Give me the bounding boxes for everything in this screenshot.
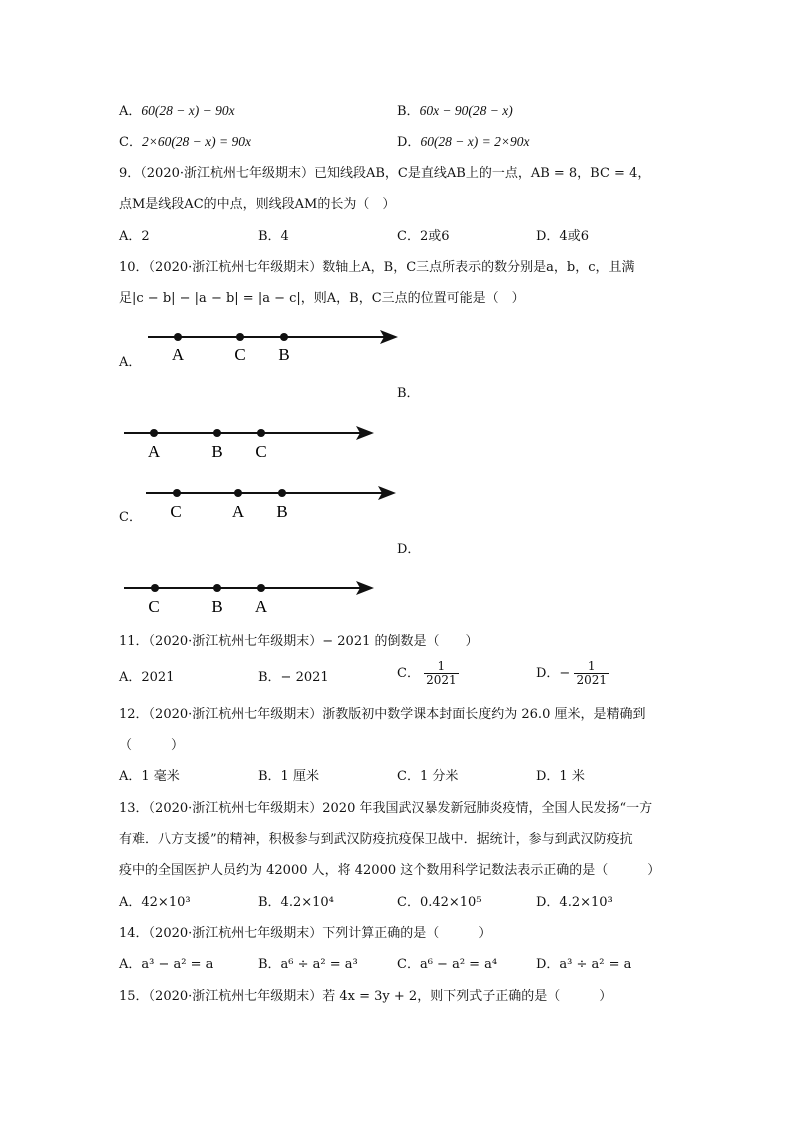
q13-option-d: D．4.2×10³ (536, 895, 613, 910)
number-line-c-figure (146, 481, 406, 521)
q15-stem: 15．（2020·浙江杭州七年级期末）若 4x = 3y + 2，则下列式子正确的是（ ） (119, 989, 613, 1004)
q14-option-d: D．a³ ÷ a² = a (536, 957, 632, 972)
point-dot (278, 489, 286, 497)
q9-option-b: B．4 (258, 229, 289, 244)
point-label: C (255, 442, 267, 461)
q8-option-a (119, 101, 235, 122)
fraction-denominator: 2021 (426, 673, 457, 687)
q13-option-b: B．4.2×10⁴ (258, 895, 334, 910)
point-label: B (276, 502, 288, 521)
q14-option-a: A．a³ − a² = a (119, 957, 214, 972)
q8-option-d (397, 132, 530, 153)
option-text: 2×60(28 − x) = 90x (141, 134, 252, 149)
option-label: D． (397, 135, 421, 150)
q8-option-c (119, 132, 251, 153)
option-label: D．− (536, 666, 571, 681)
point-dot (280, 333, 288, 341)
q10-stem-line2: 足|c − b| − |a − b| = |a − c|，则A，B，C三点的位置可能是（ ） (119, 291, 525, 306)
fraction-numerator: 1 (424, 660, 459, 674)
q11-option-a: A．2021 (119, 670, 175, 685)
option-label: C． (119, 135, 142, 150)
q10-option-b-label: B． (397, 386, 420, 401)
q12-option-d: D．1 米 (536, 769, 585, 784)
option-label: C． (397, 666, 420, 681)
q11-option-b: B．− 2021 (258, 670, 329, 685)
fraction-numerator: 1 (574, 660, 609, 674)
q9-stem-line2: 点M是线段AC的中点，则线段AM的长为（ ） (119, 197, 396, 212)
q12-stem-line1: 12．（2020·浙江杭州七年级期末）浙教版初中数学课本封面长度约为 26.0 厘米，是精确到 (119, 707, 646, 722)
point-dot (257, 584, 265, 592)
number-line-b-figure (124, 421, 384, 461)
number-line-c (146, 481, 406, 525)
q13-option-c: C．0.42×10⁵ (397, 895, 482, 910)
q12-option-b: B．1 厘米 (258, 769, 319, 784)
option-label: A． (119, 104, 142, 119)
point-label: B (211, 442, 223, 461)
point-label: C (170, 502, 182, 521)
option-text: 60(28 − x) − 90x (141, 103, 235, 118)
q8-option-b (397, 101, 513, 122)
option-label: B． (397, 104, 420, 119)
q9-option-d: D．4或6 (536, 229, 589, 244)
q14-option-c: C．a⁶ − a² = a⁴ (397, 957, 498, 972)
q10-option-c-label: C． (119, 510, 142, 525)
point-label: A (254, 597, 268, 616)
q12-stem-line2: （ ） (119, 738, 185, 753)
point-label: B (211, 597, 223, 616)
number-line-a (148, 325, 408, 369)
q12-option-a: A．1 毫米 (119, 769, 180, 784)
option-text: 60x − 90(28 − x) (419, 103, 513, 118)
q11-option-c (397, 660, 459, 687)
point-label: C (234, 345, 246, 364)
point-label: B (278, 345, 290, 364)
q13-stem-line1: 13．（2020·浙江杭州七年级期末）2020 年我国武汉暴发新冠肺炎疫情，全国人民发扬“一方 (119, 801, 653, 816)
fraction-denominator: 2021 (576, 673, 608, 687)
fraction (574, 660, 609, 687)
q14-stem: 14．（2020·浙江杭州七年级期末）下列计算正确的是（ ） (119, 926, 492, 941)
point-dot (213, 584, 221, 592)
point-label: A (147, 442, 161, 461)
point-label: A (231, 502, 245, 521)
option-text: 60(28 − x) = 2×90x (420, 134, 530, 149)
q12-option-c: C．1 分米 (397, 769, 459, 784)
fraction (424, 660, 459, 687)
point-dot (150, 429, 158, 437)
point-label: A (171, 345, 185, 364)
q10-stem-line1: 10．（2020·浙江杭州七年级期末）数轴上A，B，C三点所表示的数分别是a，b，c，且满 (119, 260, 635, 275)
point-dot (213, 429, 221, 437)
q13-option-a: A．42×10³ (119, 895, 191, 910)
q9-stem-line1: 9．（2020·浙江杭州七年级期末）已知线段AB，C是直线AB上的一点，AB = 8，BC = 4， (119, 166, 651, 181)
q9-option-c: C．2或6 (397, 229, 450, 244)
point-dot (173, 489, 181, 497)
q11-stem: 11．（2020·浙江杭州七年级期末）− 2021 的倒数是（ ） (119, 634, 479, 649)
number-line-a-figure (148, 325, 408, 365)
point-dot (174, 333, 182, 341)
q14-option-b: B．a⁶ ÷ a² = a³ (258, 957, 358, 972)
q13-stem-line3: 疫中的全国医护人员约为 42000 人，将 42000 这个数用科学记数法表示正确的是（ ） (119, 863, 661, 878)
number-line-d (124, 576, 384, 620)
number-line-b (124, 421, 384, 465)
q10-option-d-label: D． (397, 542, 421, 557)
q9-option-a: A．2 (119, 229, 150, 244)
point-label: C (148, 597, 160, 616)
point-dot (151, 584, 159, 592)
point-dot (236, 333, 244, 341)
q13-stem-line2: 有难．八方支援”的精神，积极参与到武汉防疫抗疫保卫战中．据统计，参与到武汉防疫抗 (119, 832, 633, 847)
q10-option-a-label: A． (119, 355, 142, 370)
q11-option-d (536, 660, 609, 687)
point-dot (257, 429, 265, 437)
point-dot (234, 489, 242, 497)
number-line-d-figure (124, 576, 384, 616)
